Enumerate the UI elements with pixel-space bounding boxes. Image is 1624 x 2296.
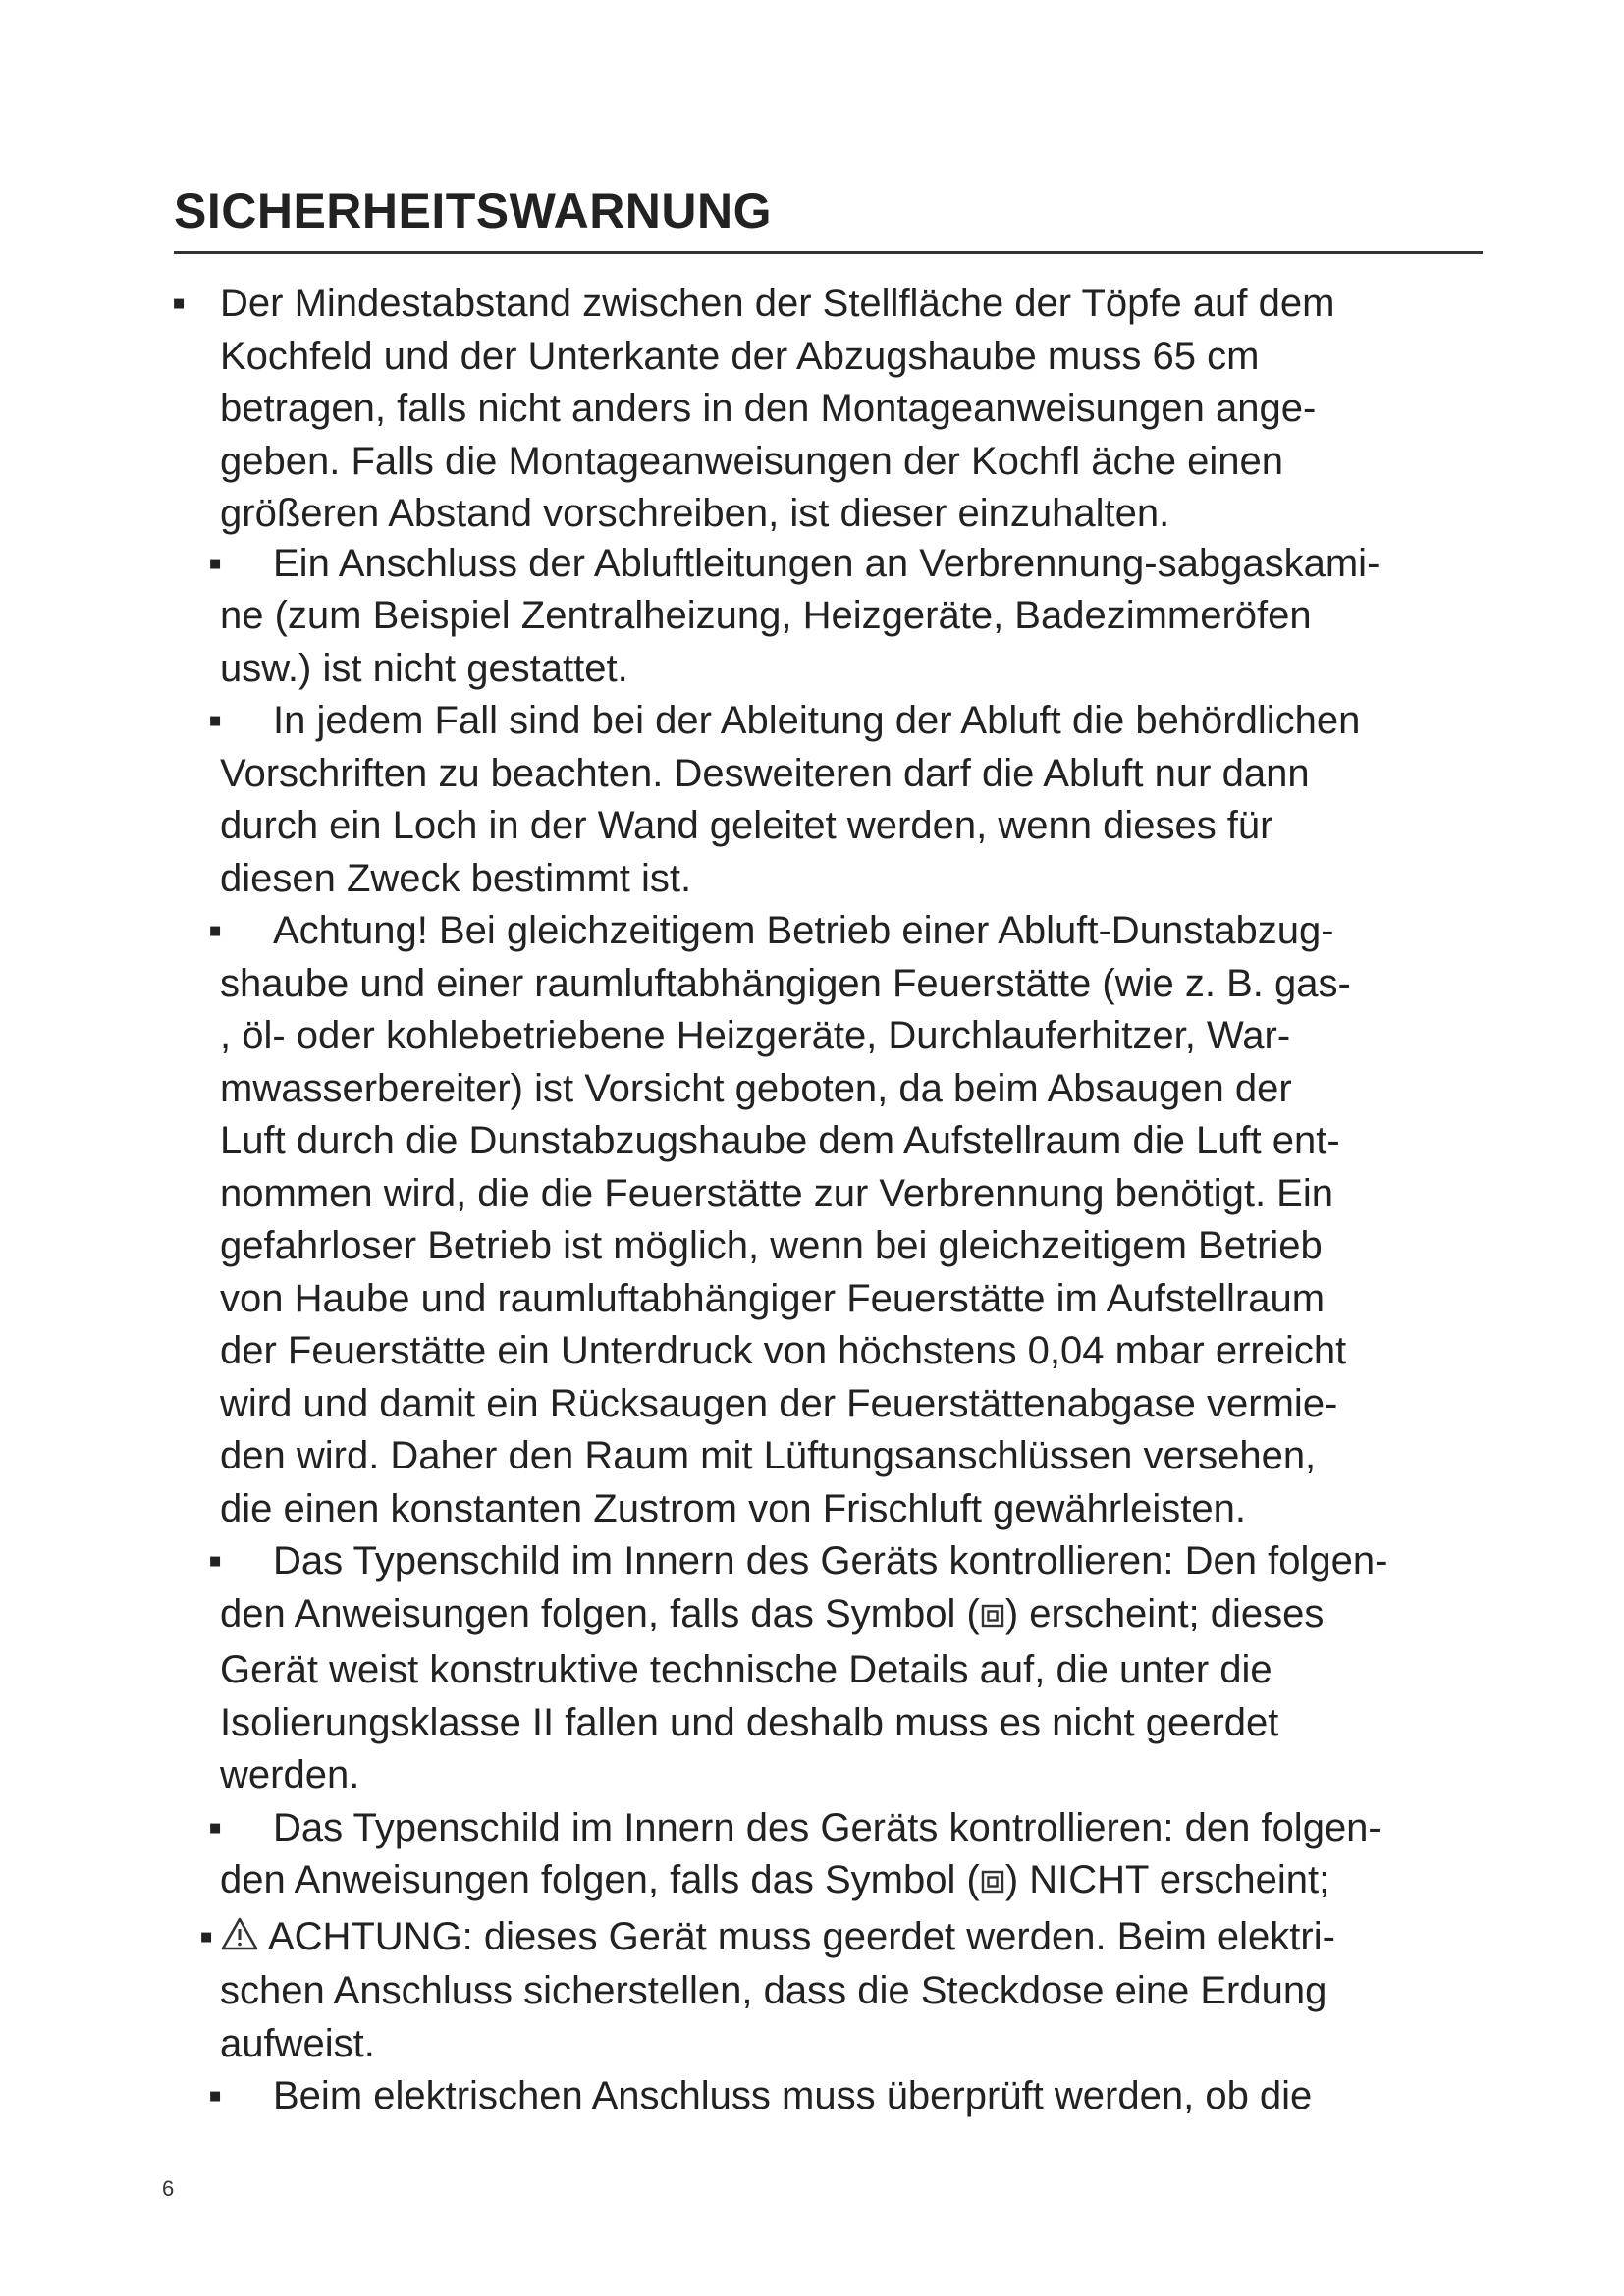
text-line: Das Typenschild im Innern des Geräts kontrollieren: den folgen- <box>273 1805 1381 1849</box>
text-line: Kochfeld und der Unterkante der Abzugshaube muss 65 cm <box>220 334 1260 378</box>
text-line: Vorschriften zu beachten. Desweiteren darf die Abluft nur dann <box>220 751 1310 795</box>
bullet: ▪ <box>208 1539 223 1582</box>
text-line: mwasserbereiter) ist Vorsicht geboten, da beim Absaugen der <box>220 1066 1292 1110</box>
text-line: geben. Falls die Montageanweisungen der Kochfl äche einen <box>220 439 1283 483</box>
list-item <box>0 278 1506 541</box>
text-line: Der Mindestabstand zwischen der Stellfläche der Töpfe auf dem <box>220 282 1335 325</box>
text-line: , öl- oder kohlebetriebene Heizgeräte, Durchlauferhitzer, War- <box>220 1014 1291 1057</box>
title-underline <box>174 251 1483 254</box>
page-number: 6 <box>162 2176 175 2201</box>
text-line: Gerät weist konstruktive technische Details auf, die unter die <box>220 1648 1272 1691</box>
list-item <box>0 538 1506 696</box>
text-line: diesen Zweck bestimmt ist. <box>220 856 692 900</box>
text-line: aufweist. <box>220 2021 375 2065</box>
text-line: ACHTUNG: dieses Gerät muss geerdet werden. Beim elektri- <box>267 1914 1335 1958</box>
list-item-warning <box>0 1911 1506 2071</box>
text-line: ne (zum Beispiel Zentralheizung, Heizgeräte, Badezimmeröfen <box>220 594 1312 637</box>
text-line: größeren Abstand vorschreiben, ist dieser einzuhalten. <box>220 492 1170 535</box>
text-fragment: ) NICHT erscheint; <box>1004 1858 1330 1901</box>
text-line: Achtung! Bei gleichzeitigem Betrieb einer Abluft-Dunstabzug- <box>273 909 1334 952</box>
text-line: Isolierungsklasse II fallen und deshalb muss es nicht geerdet <box>220 1700 1279 1744</box>
text-line: shaube und einer raumluftabhängigen Feuerstätte (wie z. B. gas- <box>220 961 1351 1005</box>
text-line: der Feuerstätte ein Unterdruck von höchstens 0,04 mbar erreicht <box>220 1329 1347 1372</box>
list-item <box>0 1535 1506 1802</box>
bullet: ▪ <box>208 699 223 742</box>
text-line: betragen, falls nicht anders in den Montageanweisungen ange- <box>220 387 1317 430</box>
list-item <box>0 905 1506 1535</box>
text-line: den wird. Daher den Raum mit Lüftungsanschlüssen versehen, <box>220 1434 1317 1477</box>
bullet: ▪ <box>208 2074 223 2117</box>
text-line: Luft durch die Dunstabzugshaube dem Aufstellraum die Luft ent- <box>220 1119 1340 1162</box>
text-fragment: den Anweisungen folgen, falls das Symbol ( <box>220 1858 980 1901</box>
text-line: werden. <box>220 1753 360 1796</box>
bullet: ▪ <box>208 541 223 585</box>
text-line: die einen konstanten Zustrom von Frischluft gewährleisten. <box>220 1486 1246 1530</box>
bullet: ▪ <box>208 1805 223 1849</box>
text-line: usw.) ist nicht gestattet. <box>220 646 628 690</box>
bullet: ▪ <box>208 909 223 952</box>
text-line: Das Typenschild im Innern des Geräts kontrollieren: Den folgen- <box>273 1539 1388 1582</box>
list-item <box>0 2070 1506 2123</box>
list-item <box>0 695 1506 905</box>
class-ii-insulation-icon <box>980 1592 1005 1645</box>
class-ii-insulation-icon <box>980 1858 1005 1911</box>
text-line: In jedem Fall sind bei der Ableitung der Abluft die behördlichen <box>273 699 1361 742</box>
text-fragment: den Anweisungen folgen, falls das Symbol ( <box>220 1591 980 1635</box>
list-item <box>0 1802 1506 1911</box>
bullet: ▪ <box>199 1914 214 1958</box>
text-line: schen Anschluss sicherstellen, dass die Steckdose eine Erdung <box>220 1969 1327 2012</box>
safety-warning-list <box>0 275 1624 2123</box>
text-line: nommen wird, die die Feuerstätte zur Verbrennung benötigt. Ein <box>220 1171 1333 1215</box>
text-fragment: ) erscheint; dieses <box>1004 1591 1325 1635</box>
section-title: SICHERHEITSWARNUNG <box>174 184 773 239</box>
text-line: von Haube und raumluftabhängiger Feuerstätte im Aufstellraum <box>220 1276 1326 1320</box>
text-line: Ein Anschluss der Abluftleitungen an Verbrennung-sabgaskami- <box>273 541 1380 585</box>
text-line: durch ein Loch in der Wand geleitet werden, wenn dieses für <box>220 804 1273 847</box>
text-line: gefahrloser Betrieb ist möglich, wenn bei gleichzeitigem Betrieb <box>220 1224 1323 1267</box>
bullet: ▪ <box>172 282 187 325</box>
text-line: wird und damit ein Rücksaugen der Feuerstättenabgase vermie- <box>220 1381 1338 1425</box>
text-line: Beim elektrischen Anschluss muss überprüft werden, ob die <box>273 2074 1313 2117</box>
